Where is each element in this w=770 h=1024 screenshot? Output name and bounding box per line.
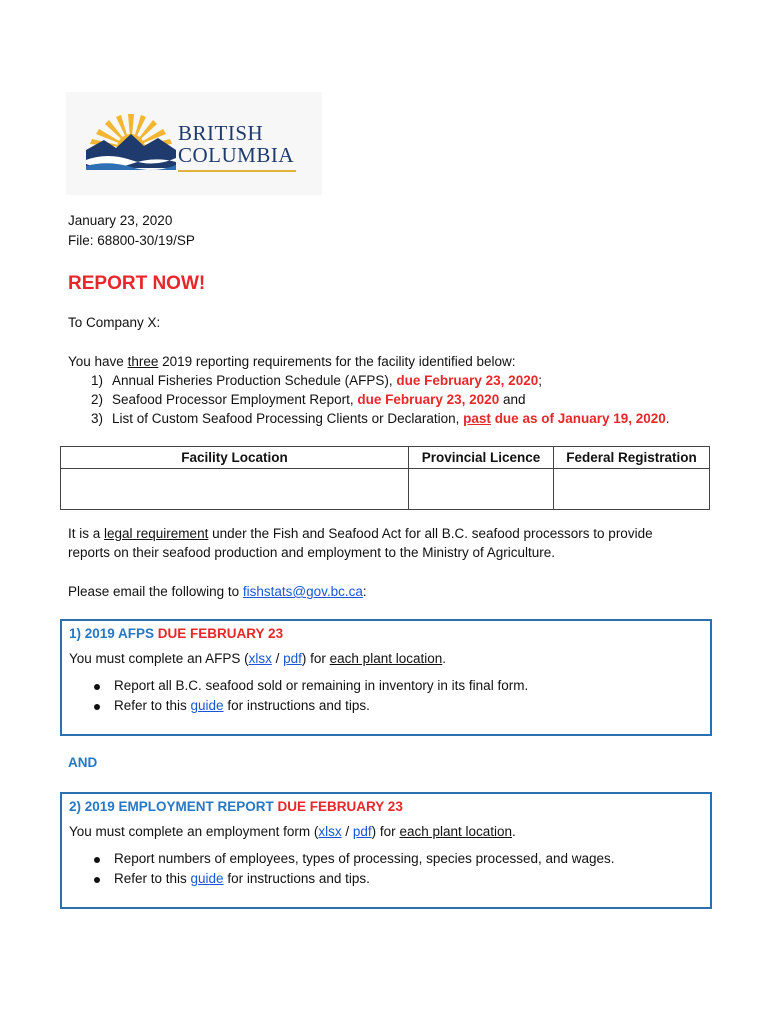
afps-instruction: You must complete an AFPS (xlsx / pdf) for each plant location. <box>69 651 447 666</box>
col-federal-registration: Federal Registration <box>554 447 710 469</box>
email-instruction: Please email the following to fishstats@gov.bc.ca: <box>68 584 367 599</box>
afps-xlsx-link[interactable]: xlsx <box>248 651 272 666</box>
afps-bullet-1: Report all B.C. seafood sold or remaining in inventory in its final form. <box>82 678 528 698</box>
afps-bullets <box>82 678 528 718</box>
employment-bullet-1: Report numbers of employees, types of processing, species processed, and wages. <box>82 851 615 871</box>
logo-line-british: BRITISH <box>178 121 264 145</box>
letter-date: January 23, 2020 <box>68 213 173 228</box>
cell-provincial-licence <box>409 469 554 510</box>
requirement-2: 2) Seafood Processor Employment Report, due February 23, 2020 and <box>91 392 526 407</box>
bc-sun-mountain-icon <box>86 110 176 176</box>
afps-pdf-link[interactable]: pdf <box>283 651 302 666</box>
requirements-list <box>91 373 670 430</box>
cell-facility-location <box>61 469 409 510</box>
employment-bullet-2: Refer to this guide for instructions and tips. <box>82 871 615 891</box>
employment-box <box>60 792 712 909</box>
and-label: AND <box>68 755 98 770</box>
logo-rule <box>178 170 296 172</box>
afps-heading: 1) 2019 AFPS DUE FEBRUARY 23 <box>69 626 284 641</box>
requirement-3: 3) List of Custom Seafood Processing Clients or Declaration, past due as of January 19, 2020. <box>91 411 670 426</box>
employment-guide-link[interactable]: guide <box>190 871 224 886</box>
afps-box <box>60 619 712 736</box>
col-provincial-licence: Provincial Licence <box>409 447 554 469</box>
logo-line-columbia: COLUMBIA <box>178 143 295 167</box>
email-link[interactable]: fishstats@gov.bc.ca <box>242 584 363 599</box>
cell-federal-registration <box>554 469 710 510</box>
legal-line-2: reports on their seafood production and employment to the Ministry of Agriculture. <box>68 545 556 560</box>
afps-bullet-2: Refer to this guide for instructions and tips. <box>82 698 528 718</box>
bc-logo <box>66 92 322 195</box>
legal-line-1: It is a legal requirement under the Fish and Seafood Act for all B.C. seafood processors to provide <box>68 526 653 541</box>
page-title: REPORT NOW! <box>68 273 206 294</box>
employment-instruction: You must complete an employment form (xlsx / pdf) for each plant location. <box>69 824 516 839</box>
salutation: To Company X: <box>68 315 161 330</box>
facility-table-row <box>61 469 710 510</box>
file-number: File: 68800-30/19/SP <box>68 233 195 248</box>
facility-table <box>60 446 710 510</box>
employment-bullets <box>82 851 615 891</box>
facility-table-header <box>61 447 710 469</box>
employment-heading: 2) 2019 EMPLOYMENT REPORT DUE FEBRUARY 23 <box>69 799 403 814</box>
col-facility-location: Facility Location <box>61 447 409 469</box>
requirement-1: 1) Annual Fisheries Production Schedule (AFPS), due February 23, 2020; <box>91 373 542 388</box>
intro-text: You have three 2019 reporting requirements for the facility identified below: <box>68 354 516 369</box>
employment-xlsx-link[interactable]: xlsx <box>318 824 342 839</box>
employment-pdf-link[interactable]: pdf <box>352 824 372 839</box>
afps-guide-link[interactable]: guide <box>190 698 224 713</box>
legal-requirement-link[interactable]: legal requirement <box>104 526 209 541</box>
